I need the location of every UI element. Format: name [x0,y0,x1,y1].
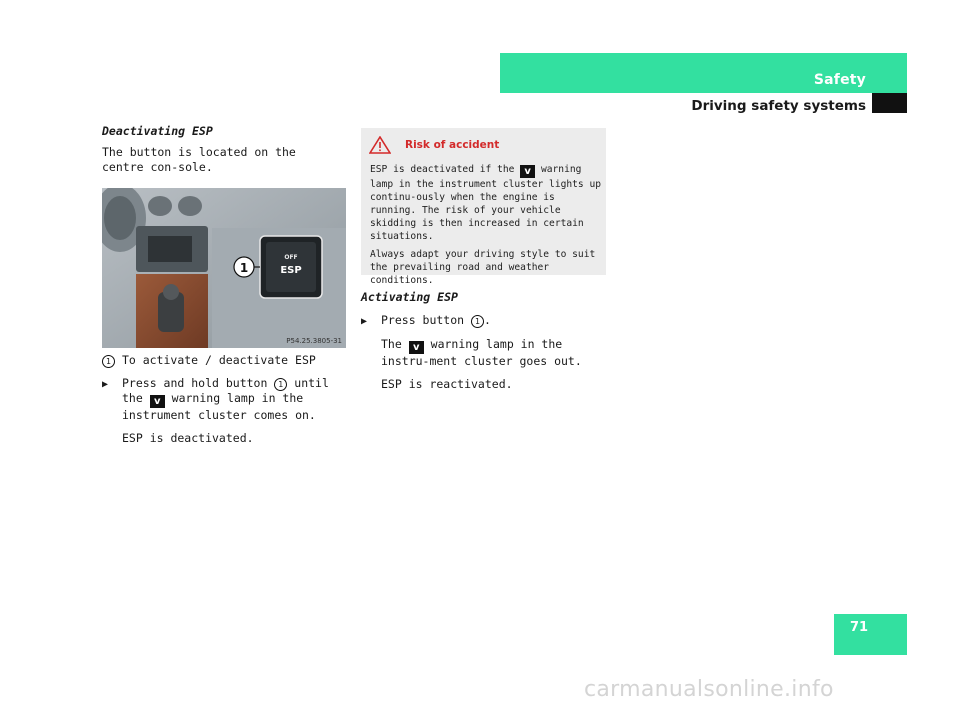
warning-p1-a: ESP is deactivated if the [370,164,515,175]
step-number: 1 [274,378,287,391]
thumb-index-tab [872,93,907,113]
warning-triangle-icon [369,136,391,154]
activate-line-a: The [381,337,402,351]
risk-of-accident-box [361,128,606,286]
left-column [102,124,352,175]
esp-button-esp-label: ESP [280,265,302,276]
console-illustration [102,188,346,348]
step-arrow-icon: ▶ [102,379,109,390]
activate-result: ESP is reactivated. [381,377,513,391]
page-number: 71 [849,620,869,635]
right-column [361,290,611,392]
activate-step [361,313,611,329]
deactivate-result: ESP is deactivated. [122,431,254,445]
subsection-title: Driving safety systems [691,98,866,114]
esp-warning-lamp-icon: v [520,165,535,178]
deactivate-step [102,376,352,423]
caption-text: To activate / deactivate ESP [121,353,316,367]
activating-heading: Activating ESP [361,290,458,304]
step-arrow-icon: ▶ [361,316,368,327]
warning-p2: Always adapt your driving style to suit the prevailing road and weather conditions. [370,249,596,286]
caption-number: 1 [102,355,115,368]
figure-callout-number: 1 [239,261,249,275]
watermark: carmanualsonline.info [584,677,834,702]
deactivating-heading: Deactivating ESP [102,124,213,138]
activate-step-b: . [484,313,491,327]
step-text-a: Press and hold button [122,376,268,390]
activate-step-number: 1 [471,315,484,328]
esp-warning-lamp-icon: v [150,395,165,408]
step-text-b: until the [122,376,329,405]
section-title: Safety [813,72,866,88]
step-text-c: warning lamp in the instrument cluster comes on. [122,391,316,422]
activate-line-b: warning lamp in the instru-ment cluster goes out. [381,337,582,368]
warning-title: Risk of accident [405,139,500,151]
esp-button-off-label: OFF [284,254,298,261]
centre-console-photo [102,188,346,348]
esp-warning-lamp-icon: v [409,341,424,354]
intro-text: The button is located on the centre con-sole. [102,145,296,174]
photo-code: P54.25.3805-31 [286,337,342,345]
activate-step-a: Press button [381,313,465,327]
figure-caption [102,353,352,446]
warning-p1-b: warning lamp in the instrument cluster lights up continu-ously when the engine is running. The risk of your vehicle skidding is then increased in certain situations. [370,164,602,242]
